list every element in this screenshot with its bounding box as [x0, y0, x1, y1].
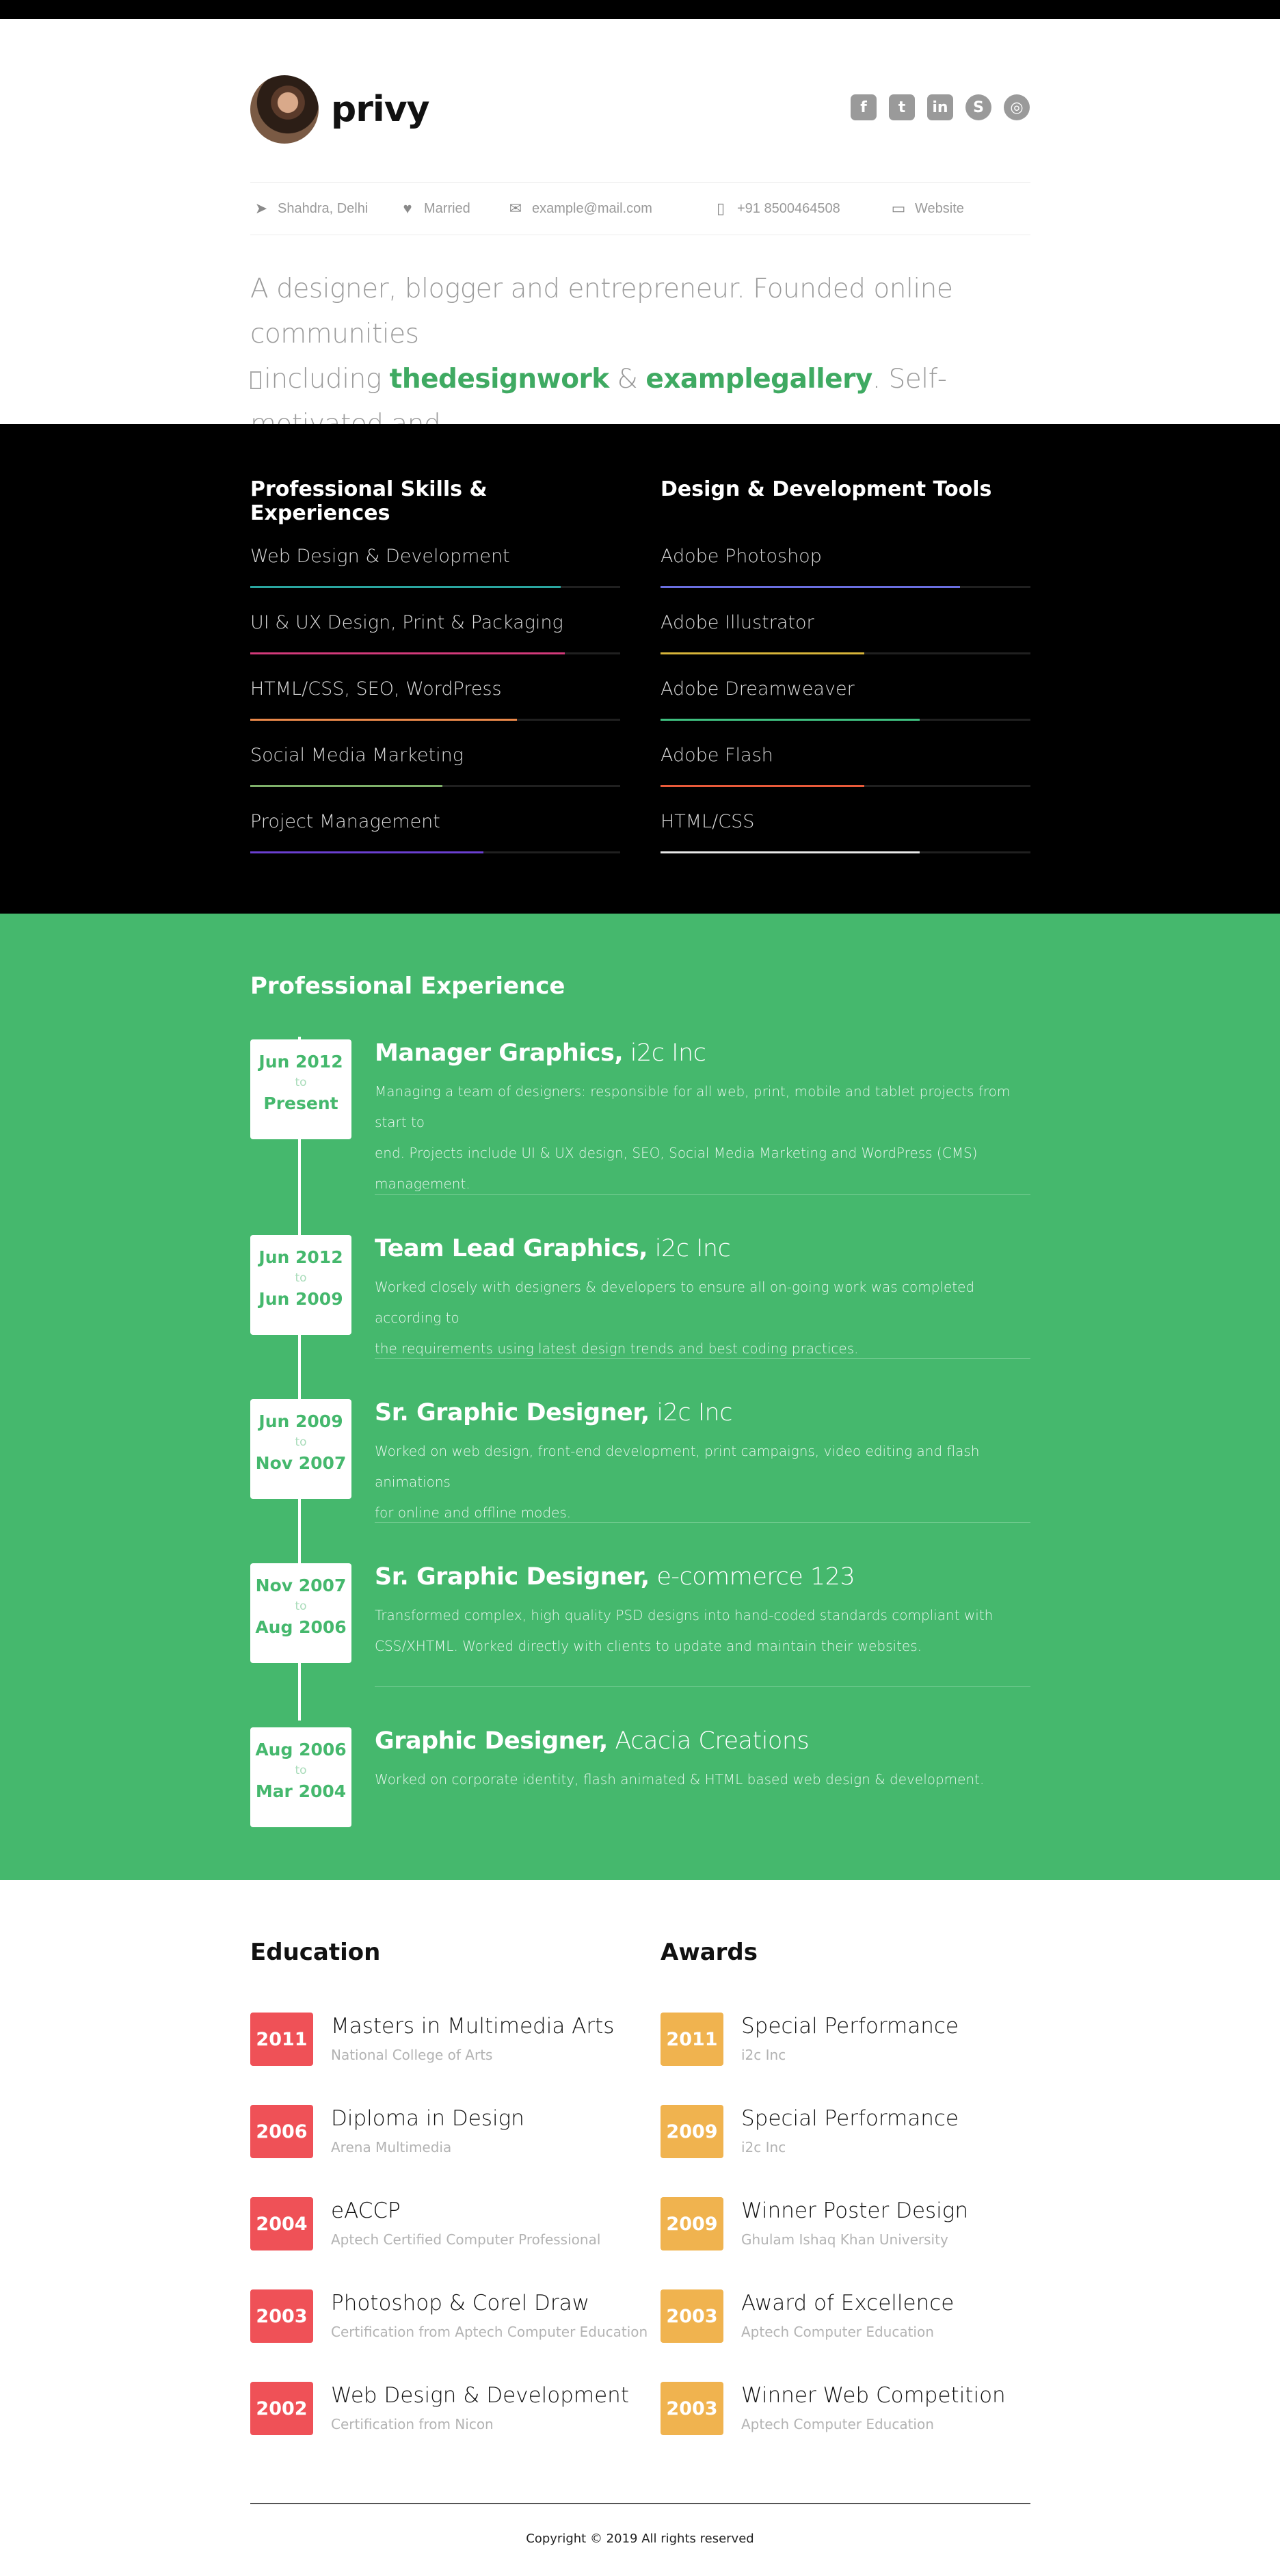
location-text: Shahdra, Delhi	[278, 200, 369, 216]
skill-item	[250, 678, 620, 745]
entry-subtitle: i2c Inc	[741, 2047, 786, 2063]
twitter-icon[interactable]: t	[889, 94, 915, 120]
skill-bar-track	[250, 785, 620, 787]
year-badge: 2003	[250, 2289, 313, 2343]
envelope-icon: ✉	[509, 200, 522, 217]
experience-title: Professional Experience	[250, 972, 565, 1000]
skype-icon[interactable]: S	[965, 94, 991, 120]
job-date-until: Nov 2007	[255, 1453, 347, 1473]
skill-item	[250, 612, 620, 678]
skill-name: Social Media Marketing	[250, 745, 464, 766]
skill-bar-fill	[250, 586, 561, 588]
education-entry	[250, 2013, 633, 2067]
top-bar	[0, 0, 1280, 19]
award-entry	[661, 2197, 1043, 2252]
avatar	[250, 75, 319, 144]
intro-text: including	[264, 364, 390, 395]
entry-title: Special Performance	[741, 2106, 959, 2131]
tool-bar-fill	[661, 652, 864, 654]
job-date-to-label: to	[295, 1076, 307, 1089]
link-examplegallery[interactable]: examplegallery	[645, 364, 872, 395]
mobile-phone-icon: ▯	[716, 200, 725, 217]
tool-bar-fill	[661, 785, 864, 787]
year-badge: 2006	[250, 2105, 313, 2158]
entry-subtitle: i2c Inc	[741, 2139, 786, 2155]
tool-name: Adobe Illustrator	[661, 612, 814, 633]
tool-item	[661, 745, 1030, 811]
tool-bar-track	[661, 719, 1030, 721]
job-desc-line: Managing a team of designers: responsible for all web, print, mobile and tablet projects from start to	[375, 1083, 1011, 1130]
monitor-icon: ▭	[891, 200, 906, 217]
job-desc-line: end. Projects include UI & UX design, SEO, Social Media Marketing and WordPress (CMS)	[375, 1145, 978, 1161]
experience-section	[0, 914, 1280, 1880]
info-website[interactable]	[890, 200, 964, 217]
skills-section	[0, 424, 1280, 914]
entry-subtitle: National College of Arts	[331, 2047, 493, 2063]
skill-item	[250, 546, 620, 612]
year-badge: 2011	[661, 2013, 723, 2066]
skill-bar-fill	[250, 785, 442, 787]
skills-right-title: Design & Development Tools	[661, 477, 992, 501]
header	[0, 19, 1280, 424]
skill-name: Web Design & Development	[250, 546, 510, 567]
tool-bar-fill	[661, 851, 920, 853]
entry-title: Special Performance	[741, 2014, 959, 2039]
job-desc-line: Worked on web design, front-end development, print campaigns, video editing and flash animations	[375, 1443, 980, 1490]
skills-left-title: Professional Skills & Experiences	[250, 477, 488, 525]
job-date-to-label: to	[295, 1599, 307, 1613]
job-date-card	[250, 1235, 351, 1335]
job-heading	[375, 1727, 1030, 1755]
job-date-from: Jun 2009	[258, 1411, 343, 1431]
tool-bar-fill	[661, 586, 960, 588]
entry-subtitle: Aptech Certified Computer Professional	[331, 2231, 601, 2248]
social-links	[851, 94, 1030, 120]
job-date-to-label: to	[295, 1764, 307, 1777]
entry-title: eACCP	[331, 2199, 401, 2223]
education-awards-section	[0, 1880, 1280, 2508]
linkedin-icon[interactable]: in	[927, 94, 953, 120]
job-date-to-label: to	[295, 1271, 307, 1285]
award-entry	[661, 2013, 1043, 2067]
entry-subtitle: Aptech Computer Education	[741, 2324, 934, 2340]
job-heading	[375, 1563, 1030, 1591]
entry-subtitle: Arena Multimedia	[331, 2139, 452, 2155]
job-company: i2c Inc	[649, 1399, 732, 1426]
skill-bar-fill	[250, 719, 517, 721]
job-date-card	[250, 1399, 351, 1499]
job-date-card	[250, 1563, 351, 1663]
job-role: Sr. Graphic Designer,	[375, 1399, 650, 1426]
skill-bar-track	[250, 586, 620, 588]
job-description	[375, 1600, 1030, 1662]
footer-divider	[250, 2503, 1030, 2504]
entry-subtitle: Ghulam Ishaq Khan University	[741, 2231, 948, 2248]
brand[interactable]	[250, 75, 429, 144]
skill-item	[250, 745, 620, 811]
job-date-until: Aug 2006	[255, 1617, 347, 1637]
entry-title: Diploma in Design	[331, 2106, 524, 2131]
job-company: i2c Inc	[648, 1235, 731, 1262]
job-description	[375, 1272, 1030, 1364]
job-body	[375, 1563, 1030, 1662]
education-entry	[250, 2289, 648, 2344]
tool-item	[661, 678, 1030, 745]
tool-bar-track	[661, 652, 1030, 654]
year-badge: 2004	[250, 2197, 313, 2250]
job-desc-line: for online and offline modes.	[375, 1504, 572, 1521]
married-text: Married	[424, 200, 470, 216]
job-date-from: Aug 2006	[255, 1740, 347, 1760]
year-badge: 2009	[661, 2197, 723, 2250]
job-date-until: Present	[263, 1093, 338, 1113]
job-separator	[375, 1522, 1030, 1523]
info-married	[399, 200, 470, 217]
intro-line-1: A designer, blogger and entrepreneur. Founded online communities	[250, 274, 953, 349]
website-link[interactable]: Website	[915, 200, 964, 216]
tool-bar-track	[661, 785, 1030, 787]
job-date-to-label: to	[295, 1435, 307, 1449]
tool-item	[661, 546, 1030, 612]
skill-bar-track	[250, 851, 620, 853]
intro-ampersand: &	[609, 364, 646, 395]
job-date-from: Jun 2012	[258, 1052, 343, 1072]
footer-copyright: Copyright © 2019 All rights reserved	[526, 2532, 754, 2546]
year-badge: 2009	[661, 2105, 723, 2158]
entry-subtitle: Certification from Nicon	[331, 2416, 494, 2432]
entry-subtitle: Aptech Computer Education	[741, 2416, 934, 2432]
job-description	[375, 1076, 1030, 1199]
skill-name: Project Management	[250, 811, 440, 832]
job-separator	[375, 1686, 1030, 1687]
tool-bar-fill	[661, 719, 920, 721]
skill-name: UI & UX Design, Print & Packaging	[250, 612, 563, 633]
entry-subtitle: Certification from Aptech Computer Education	[331, 2324, 648, 2340]
entry-title: Winner Web Competition	[741, 2383, 1006, 2408]
job-company: Acacia Creations	[607, 1727, 810, 1755]
award-entry	[661, 2382, 1043, 2436]
facebook-icon[interactable]: f	[851, 94, 877, 120]
job-date-card	[250, 1727, 351, 1827]
award-entry	[661, 2289, 1043, 2344]
education-entry	[250, 2382, 633, 2436]
job-company: i2c Inc	[623, 1039, 706, 1067]
info-email[interactable]	[507, 200, 652, 217]
broken-glyph-icon	[250, 371, 261, 389]
job-desc-line: Worked on corporate identity, flash animated & HTML based web design & development.	[375, 1771, 985, 1788]
year-badge: 2011	[250, 2013, 313, 2066]
tool-item	[661, 811, 1030, 877]
info-phone	[712, 200, 840, 217]
awards-title: Awards	[661, 1939, 758, 1966]
heart-icon: ♥	[403, 200, 412, 217]
job-date-card	[250, 1039, 351, 1139]
job-role: Graphic Designer,	[375, 1727, 608, 1755]
education-entry	[250, 2105, 633, 2160]
skill-item	[250, 811, 620, 877]
year-badge: 2002	[250, 2382, 313, 2435]
info-location	[253, 200, 368, 217]
entry-title: Award of Excellence	[741, 2291, 955, 2315]
skill-bar-fill	[250, 652, 565, 654]
skill-bar-fill	[250, 851, 483, 853]
job-heading	[375, 1399, 1030, 1426]
intro-text: . Self-	[872, 364, 947, 395]
year-badge: 2003	[661, 2382, 723, 2435]
job-separator	[375, 1358, 1030, 1359]
job-desc-line: management.	[375, 1176, 470, 1192]
education-entry	[250, 2197, 633, 2252]
entry-title: Masters in Multimedia Arts	[331, 2014, 615, 2039]
job-separator	[375, 1194, 1030, 1195]
job-company: e-commerce 123	[649, 1563, 855, 1591]
year-badge: 2003	[661, 2289, 723, 2343]
job-desc-line: CSS/XHTML. Worked directly with clients to update and maintain their websites.	[375, 1638, 922, 1654]
job-body	[375, 1727, 1030, 1795]
entry-title: Photoshop & Corel Draw	[331, 2291, 589, 2315]
job-desc-line: Worked closely with designers & developers to ensure all on-going work was completed according to	[375, 1279, 975, 1326]
award-entry	[661, 2105, 1043, 2160]
email-text[interactable]: example@mail.com	[532, 200, 652, 216]
job-body	[375, 1039, 1030, 1199]
job-description	[375, 1436, 1030, 1528]
job-role: Manager Graphics,	[375, 1039, 624, 1067]
tool-item	[661, 612, 1030, 678]
dribbble-icon[interactable]: ◎	[1004, 94, 1030, 120]
job-desc-line: Transformed complex, high quality PSD designs into hand-coded standards compliant with	[375, 1607, 994, 1623]
skill-name: HTML/CSS, SEO, WordPress	[250, 678, 502, 700]
tool-bar-track	[661, 851, 1030, 853]
job-date-until: Jun 2009	[258, 1289, 343, 1309]
job-role: Sr. Graphic Designer,	[375, 1563, 650, 1591]
job-body	[375, 1399, 1030, 1528]
brand-name: privy	[331, 89, 429, 130]
job-date-from: Jun 2012	[258, 1247, 343, 1267]
job-description	[375, 1764, 1030, 1795]
job-desc-line: the requirements using latest design trends and best coding practices.	[375, 1340, 859, 1357]
job-date-until: Mar 2004	[255, 1781, 347, 1801]
job-heading	[375, 1235, 1030, 1262]
tool-name: Adobe Photoshop	[661, 546, 822, 567]
job-date-from: Nov 2007	[255, 1576, 347, 1595]
job-heading	[375, 1039, 1030, 1067]
tool-name: HTML/CSS	[661, 811, 755, 832]
link-thedesignwork[interactable]: thedesignwork	[389, 364, 609, 395]
location-arrow-icon: ➤	[254, 200, 268, 217]
tool-name: Adobe Dreamweaver	[661, 678, 855, 700]
tool-name: Adobe Flash	[661, 745, 773, 766]
tool-bar-track	[661, 586, 1030, 588]
entry-title: Web Design & Development	[331, 2383, 629, 2408]
job-role: Team Lead Graphics,	[375, 1235, 648, 1262]
contact-info-row	[250, 182, 1030, 235]
skill-bar-track	[250, 652, 620, 654]
education-title: Education	[250, 1939, 381, 1966]
job-body	[375, 1235, 1030, 1364]
skill-bar-track	[250, 719, 620, 721]
entry-title: Winner Poster Design	[741, 2199, 969, 2223]
phone-text: +91 8500464508	[737, 200, 840, 216]
